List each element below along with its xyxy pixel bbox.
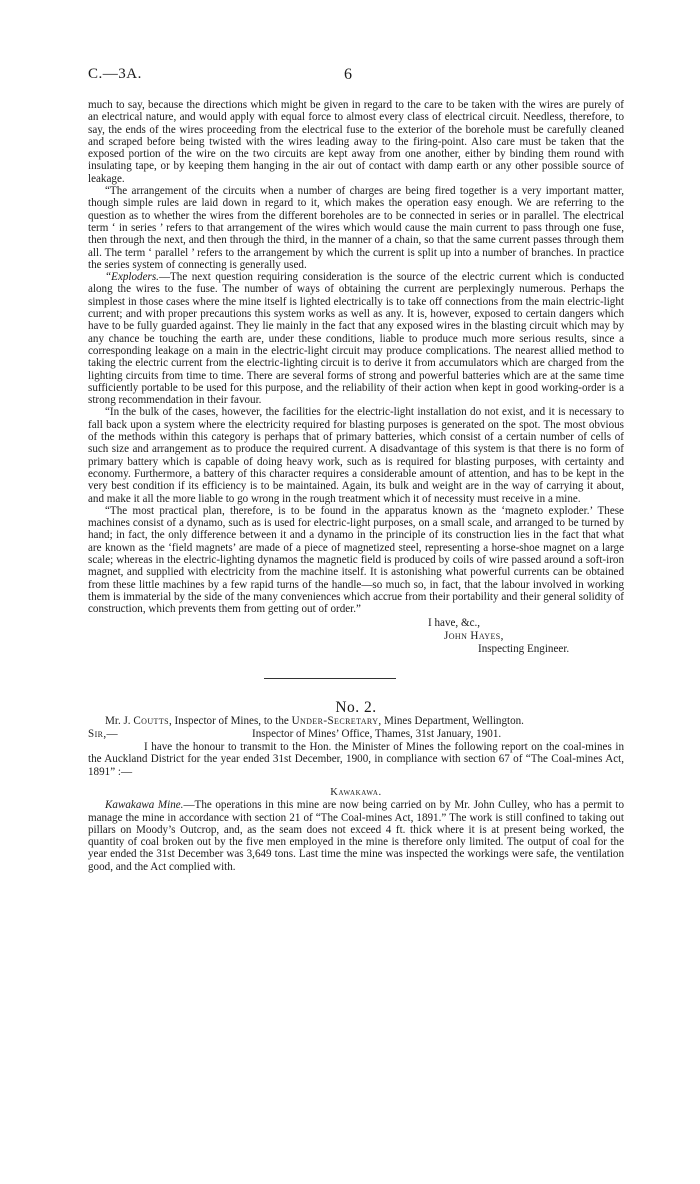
paragraph-exploders: [88, 271, 624, 406]
exploders-heading: “Exploders.: [105, 271, 159, 284]
document-reference: C.—3A.: [88, 66, 142, 82]
exploders-text: The next question requiring consideration is the source of the electric current which is conducted along the wires to the fuse. The number of ways of obtaining the current are perplexingly numerous. Perhaps the simplest in those cases where the mine itself is lighted electrically is to take off connections from the main electric-light current; and with proper precautions this system works as well as any. It is, however, exposed to certain dangers which have to be fully guarded against. They lie mainly in the fact that any exposed wires in the blasting circuit which may by any chance be touching the earth are, under these conditions, liable to produce much more serious results, since a corresponding leakage on a main in the electric-light circuit may produce complications. The nearest allied method to taking the electric current from the electric-lighting circuit is to derive it from accumulators which are charged from the lighting circuits from time to time. There are several forms of strong and powerful batteries which are at the same time sufficiently portable to be used for this purpose, and the reliability of their action when kept in good working-order is a strong recommendation in their favour.: [88, 271, 624, 407]
from-middle: , Inspector of Mines, to the: [168, 714, 289, 727]
from-recipient: Under-Secretary: [291, 714, 379, 727]
letter-intro: I have the honour to transmit to the Hon. the Minister of Mines the following report on the coal-mines in the Auckland District for the year ended 31st December, 1900, in compliance with section 67 of “The Coal-mines Act, 1891” :—: [88, 741, 624, 778]
signature-closing: I have, &c.,: [428, 617, 481, 630]
signature-title: Inspecting Engineer.: [478, 643, 570, 656]
exploders-dash: —: [158, 271, 171, 284]
paragraph-kawakawa: [88, 799, 624, 873]
section-heading: No. 2.: [335, 699, 377, 717]
salutation-line: [88, 728, 624, 741]
signature-name: John Hayes,: [444, 630, 504, 643]
salutation: Sir,—: [88, 728, 119, 741]
document-body: [88, 99, 624, 873]
office-date: Inspector of Mines’ Office, Thames, 31st January, 1901.: [252, 728, 502, 741]
page-number: 6: [344, 66, 353, 83]
mine-text: —The operations in this mine are now being carried on by Mr. John Culley, who has a permit to manage the mine in accordance with section 21 of “The Coal-mines Act, 1891.” The work is still confined to taking out pillars on Moody’s Outcrop, and, as the seam does not exceed 4 ft. thick where it is at present being worked, the quantity of coal broken out by the five men employed in the mine is therefore only limited. The output of coal for the year ended the 31st December was 3,649 tons. Last time the mine was inspected the workings were safe, the ventilation good, and the Act complied with.: [88, 799, 624, 873]
page-header: [88, 66, 624, 86]
paragraph-magneto: “The most practical plan, therefore, is to be found in the apparatus known as the ‘magneto exploder.’ These machines consist of a dynamo, such as is used for electric-light purposes, on a small scale, and arranged to be turned by hand; in fact, the only difference between it and a dynamo in the principle of its construction lies in the fact that what are known as the ‘field magnets’ are made of a piece of magnetized steel, representing a horse-shoe magnet on a large scale; whereas in the electric-lighting dynamos the magnetic field is produced by coils of wire passed around a soft-iron magnet, and supplied with electricity from the machine itself. It is astonishing what powerful currents can be obtained from these little machines by a few rapid turns of the handle—so much so, in fact, that the labour involved in working them is immaterial by the side of the many conveniences which accrue from their portability and their general solidity of construction, which prevents them from getting out of order.”: [88, 504, 624, 616]
paragraph-batteries: “In the bulk of the cases, however, the facilities for the electric-light installation do not exist, and it is necessary to fall back upon a system where the electricity required for blasting purposes is generated on the spot. The most obvious of the methods within this category is perhaps that of primary batteries, which consist of a certain number of cells of such size and arrangement as to produce the required current. A disadvantage of this system is that there is no form of primary battery which is capable of doing heavy work, such as is required for blasting purposes, with certainty and economy. Furthermore, a battery of this character requires a considerable amount of attention, and has to be kept in the very best condition if its efficiency is to be maintained. Again, its bulk and weight are in the way of carrying it about, and make it all the more liable to go wrong in the rough treatment which it of necessity must receive in a mine.: [88, 406, 624, 505]
letter-from-line: [88, 715, 624, 727]
section-divider: [264, 678, 396, 679]
mine-name: Kawakawa Mine.: [105, 799, 184, 812]
district-subheading: Kawakawa.: [330, 786, 382, 798]
paragraph-wires: much to say, because the directions which might be given in regard to the care to be taken with the wires are purely of an electrical nature, and would apply with equal force to almost every class of electrical circuit. Needless, therefore, to say, the ends of the wires proceeding from the electrical fuse to the exterior of the borehole must be carefully cleaned and scraped before being twisted with the wires leading away to the firing-point. Also care must be taken that the exposed portion of the wire on the two circuits are kept away from one another, either by binding them round with insulating tape, or by keeping them hanging in the air out of contact with damp earth or any other possible source of leakage.: [88, 99, 624, 185]
from-suffix: , Mines Department, Wellington.: [378, 714, 524, 727]
signature-block: [88, 617, 624, 656]
from-prefix: Mr. J.: [105, 714, 131, 727]
paragraph-circuits: “The arrangement of the circuits when a number of charges are being fired together is a very important matter, though simple rules are laid down in regard to it, which makes the operation easy enough. We are referring to the question as to whether the wires from the different boreholes are to be connected in series or in parallel. The electrical term ‘ in series ’ refers to that arrangement of the wires which would cause the main current to pass through one fuse, then through the next, and then through the third, in the manner of a chain, so that the same current passes through them all. The term ‘ parallel ’ refers to the arrangement by which the current is split up into a number of branches. In practice the series system of connecting is generally used.: [88, 185, 624, 271]
from-surname: Coutts: [133, 714, 169, 727]
